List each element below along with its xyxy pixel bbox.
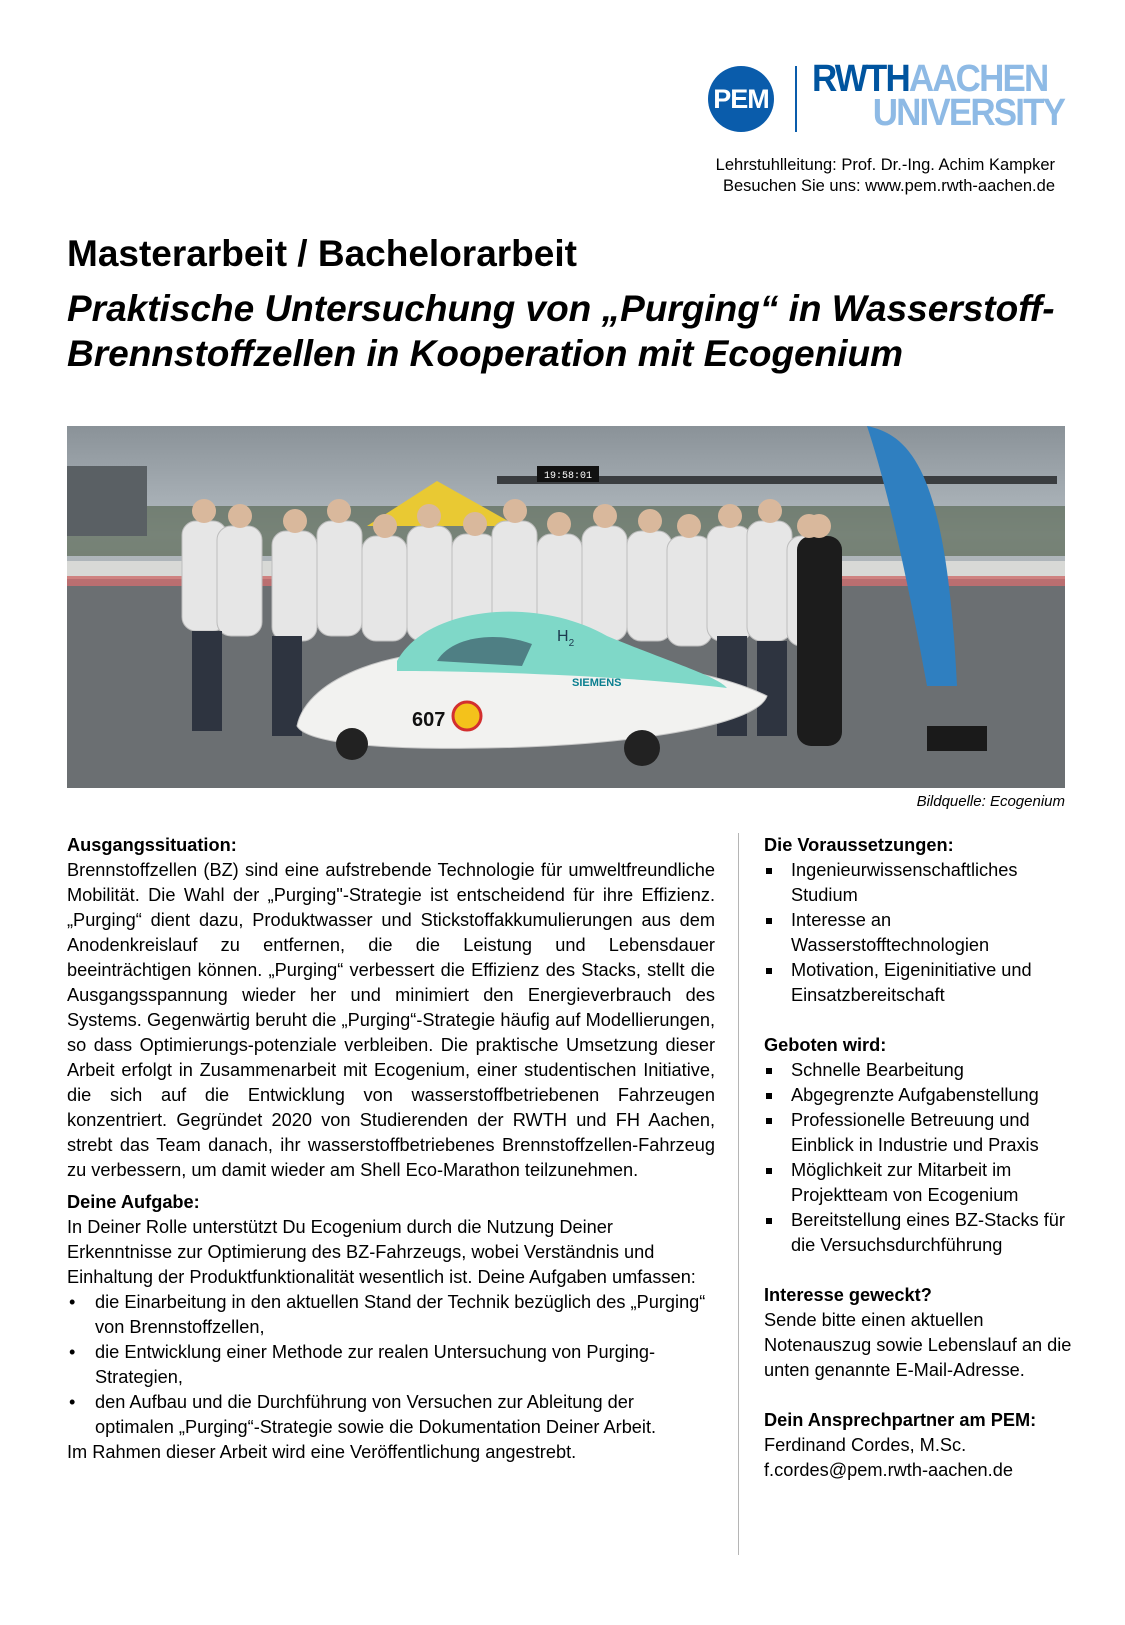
requirements-list <box>764 858 1074 1008</box>
page-title: Masterarbeit / Bachelorarbeit <box>67 233 577 274</box>
grandstand <box>67 466 147 536</box>
car-sponsor: SIEMENS <box>572 677 622 689</box>
header-info <box>716 155 1055 197</box>
column-divider <box>738 833 739 1555</box>
situation-heading: Ausgangssituation: <box>67 835 237 855</box>
requirements-heading: Die Voraussetzungen: <box>764 835 954 855</box>
shell-logo <box>453 702 481 730</box>
visit-line: Besuchen Sie uns: www.pem.rwth-aachen.de <box>722 177 1055 195</box>
logo-divider <box>795 66 797 132</box>
rwth-logo-aachen: AACHEN <box>908 58 1048 100</box>
rwth-logo-rwth: RWTH <box>812 58 909 100</box>
photo-caption: Bildquelle: Ecogenium <box>916 793 1065 810</box>
page-subtitle: Praktische Untersuchung von „Purging“ in Wasserstoff-Brennstoffzellen in Kooperation mit Ecogenium <box>67 288 1055 374</box>
rwth-logo <box>812 58 1065 134</box>
pem-logo: PEM <box>708 66 774 132</box>
offer-item: Möglichkeit zur Mitarbeit im Projektteam von Ecogenium <box>764 1158 1074 1208</box>
task-item: • den Aufbau und die Durchführung von Versuchen zur Ableitung der optimalen „Purging“-Strategie sowie die Dokumentation Deiner Arbeit. <box>67 1390 715 1440</box>
offer-item: Professionelle Betreuung und Einblick in Industrie und Praxis <box>764 1108 1074 1158</box>
requirement-item: Ingenieurwissenschaftliches Studium <box>764 858 1074 908</box>
offer-item: Schnelle Bearbeitung <box>764 1058 1074 1083</box>
requirement-item: Motivation, Eigeninitiative und Einsatzbereitschaft <box>764 958 1074 1008</box>
contact-name: Ferdinand Cordes, M.Sc. <box>764 1435 967 1455</box>
chair-line: Lehrstuhlleitung: Prof. Dr.-Ing. Achim Kampker <box>715 156 1055 174</box>
task-list <box>67 1290 715 1440</box>
task-item: • die Entwicklung einer Methode zur realen Untersuchung von Purging-Strategien, <box>67 1340 715 1390</box>
task-heading: Deine Aufgabe: <box>67 1192 200 1212</box>
offer-list <box>764 1058 1074 1258</box>
requirement-item: Interesse an Wasserstofftechnologien <box>764 908 1074 958</box>
interest-text: Sende bitte einen aktuellen Notenauszug sowie Lebenslauf an die unten genannte E-Mail-Adresse. <box>764 1310 1072 1380</box>
rwth-logo-university: UNIVERSITY <box>872 92 1065 134</box>
offer-item: Abgegrenzte Aufgabenstellung <box>764 1083 1074 1108</box>
contact-email[interactable]: f.cordes@pem.rwth-aachen.de <box>764 1460 1013 1480</box>
right-column <box>764 833 1074 1483</box>
task-outro: Im Rahmen dieser Arbeit wird eine Veröffentlichung angestrebt. <box>67 1442 577 1462</box>
left-column <box>67 833 715 1465</box>
situation-text: Brennstoffzellen (BZ) sind eine aufstrebende Technologie für umweltfreundliche Mobilität. Die Wahl der „Purging"-Strategie ist entscheidend für ihre Effizienz. „Purging“ dient dazu, Produktwasser und Stickstoffakkumulierungen aus dem Anodenkreislauf zu entfernen, die die Leistung und Lebensdauer beeinträchtigen können. „Purging“ verbessert die Effizienz des Stacks, stellt die Ausgangsspannung wieder her und minimiert den Energieverbrauch des Systems. Gegenwärtig beruht die „Purging“-Strategie häufig auf Modellierungen, so dass Optimierungs-potenziale verbleiben. Die praktische Umsetzung dieser Arbeit erfolgt in Zusammenarbeit mit Ecogenium, einer studentischen Initiative, die sich auf die Entwicklung von wasserstoffbetriebenen Fahrzeugen konzentriert. Gegründet 2020 von Studierenden der RWTH und FH Aachen, strebt das Team danach, ihr wasserstoffbetriebenes Brennstoffzellen-Fahrzeug zu verbessern, um damit wieder am Shell Eco-Marathon teilzunehmen. <box>67 860 715 1180</box>
offer-item: Bereitstellung eines BZ-Stacks für die Versuchsdurchführung <box>764 1208 1074 1258</box>
team-photo-illustration <box>67 426 1065 788</box>
interest-heading: Interesse geweckt? <box>764 1285 932 1305</box>
offer-heading: Geboten wird: <box>764 1035 887 1055</box>
driver-suit <box>797 536 842 746</box>
car-number: 607 <box>412 709 446 731</box>
contact-heading: Dein Ansprechpartner am PEM: <box>764 1410 1037 1430</box>
task-item: • die Einarbeitung in den aktuellen Stand der Technik bezüglich des „Purging“ von Brennstoffzellen, <box>67 1290 715 1340</box>
car-h2-label: $H_2$ <box>557 628 575 649</box>
timing-display: 19:58:01 <box>543 471 593 482</box>
team-photo <box>67 426 1065 788</box>
task-intro: In Deiner Rolle unterstützt Du Ecogenium durch die Nutzung Deiner Erkenntnisse zur Optimierung des BZ-Fahrzeugs, wobei Verständnis und Einhaltung der Produktfunktionalität wesentlich ist. Deine Aufgaben umfassen: <box>67 1217 696 1287</box>
